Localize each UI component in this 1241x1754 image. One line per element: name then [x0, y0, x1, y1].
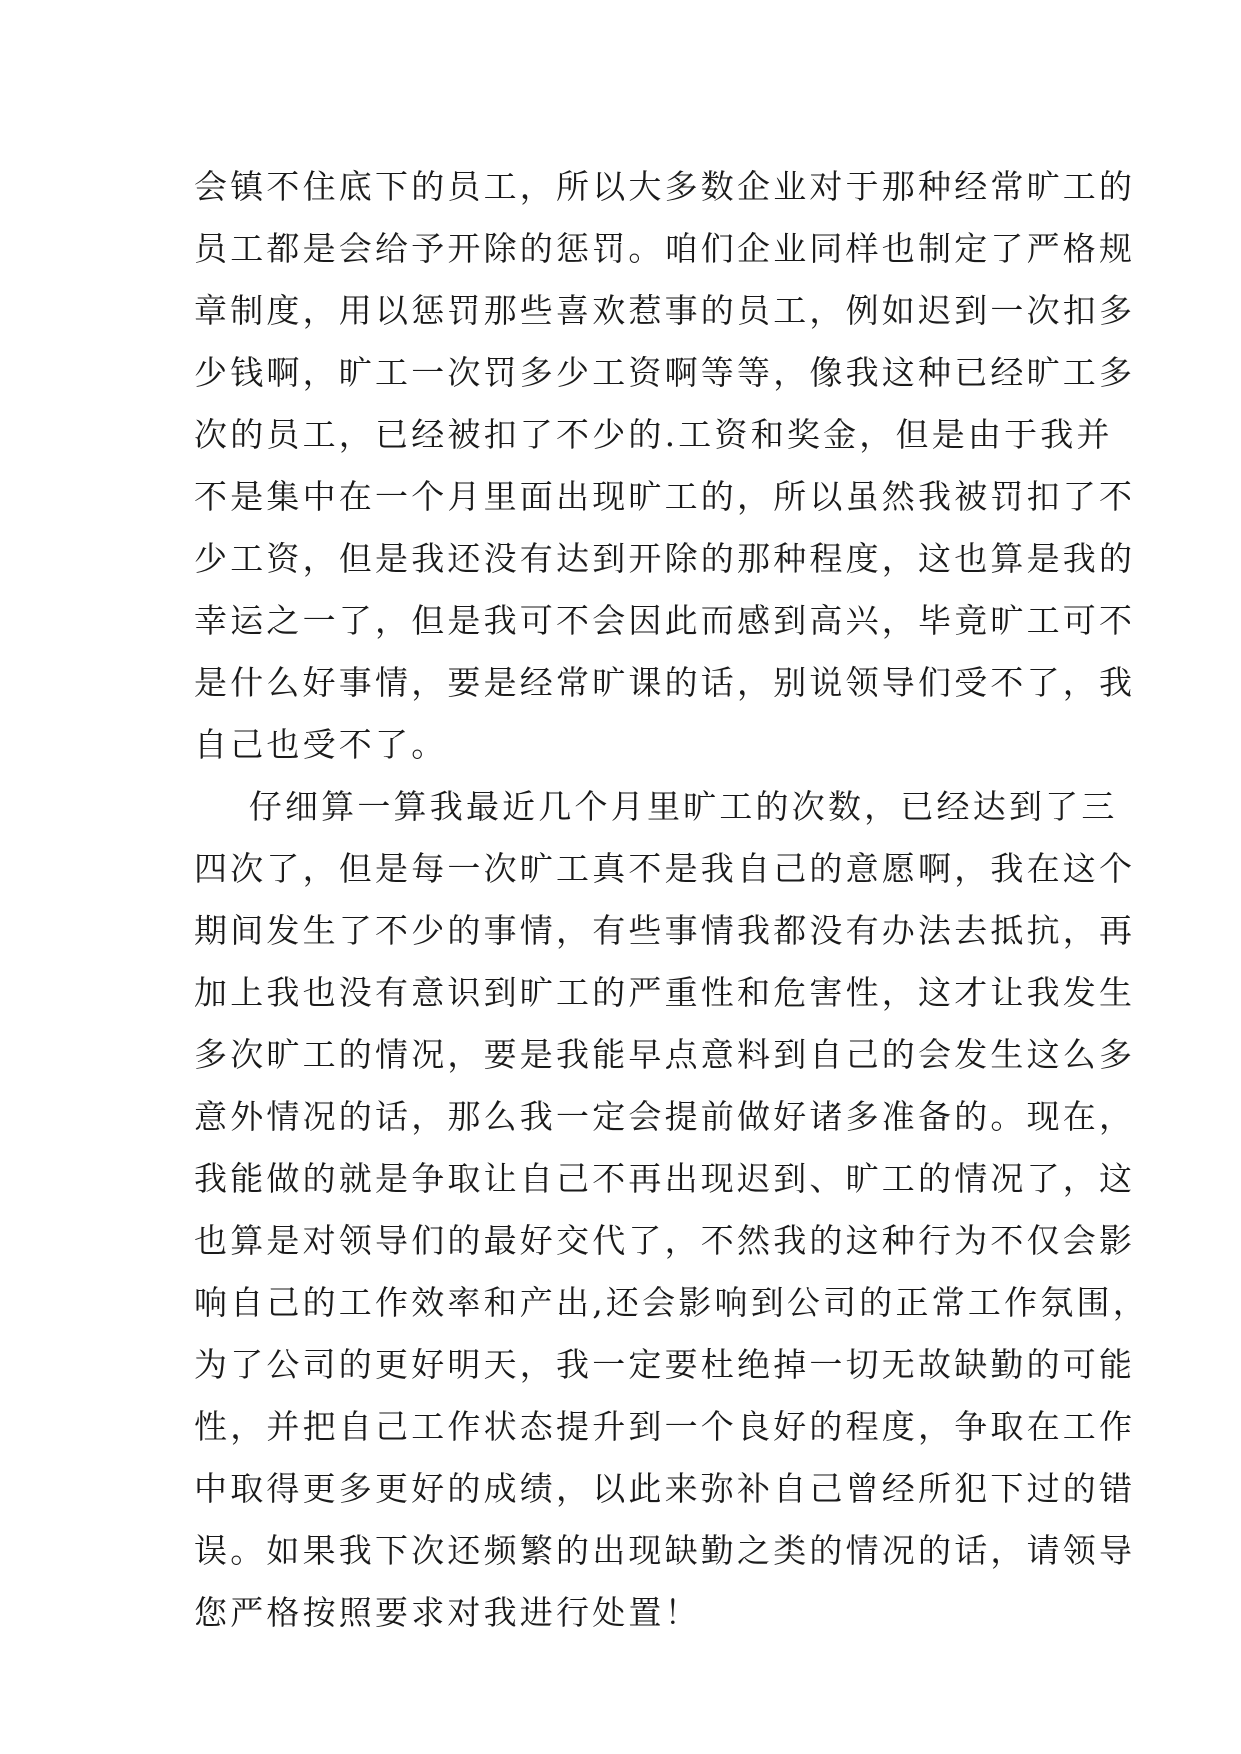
text-line: 幸运之一了，但是我可不会因此而感到高兴，毕竟旷工可不 [194, 601, 1136, 640]
text-line: 会镇不住底下的员工，所以大多数企业对于那种经常旷工的 [194, 167, 1136, 206]
text-line: 意外情况的话，那么我一定会提前做好诸多准备的。现在， [194, 1097, 1136, 1136]
text-line: 少钱啊，旷工一次罚多少工资啊等等，像我这种已经旷工多 [194, 353, 1136, 392]
text-line: 中取得更多更好的成绩，以此来弥补自己曾经所犯下过的错 [194, 1469, 1136, 1508]
body-text [194, 156, 1149, 1644]
text-line: 少工资，但是我还没有达到开除的那种程度，这也算是我的 [194, 539, 1136, 578]
text-line: 性，并把自己工作状态提升到一个良好的程度，争取在工作 [194, 1407, 1136, 1446]
text-line: 误。如果我下次还频繁的出现缺勤之类的情况的话，请领导 [194, 1531, 1136, 1570]
text-line: 不是集中在一个月里面出现旷工的，所以虽然我被罚扣了不 [194, 477, 1136, 516]
text-line: 期间发生了不少的事情，有些事情我都没有办法去抵抗，再 [194, 911, 1136, 950]
paragraph-start-line: 仔细算一算我最近几个月里旷工的次数，已经达到了三 [194, 787, 1118, 826]
text-line: 加上我也没有意识到旷工的严重性和危害性，这才让我发生 [194, 973, 1136, 1012]
text-line: 四次了，但是每一次旷工真不是我自己的意愿啊，我在这个 [194, 849, 1136, 888]
text-line: 您严格按照要求对我进行处置！ [194, 1593, 701, 1632]
text-line: 也算是对领导们的最好交代了，不然我的这种行为不仅会影 [194, 1221, 1136, 1260]
text-line: 多次旷工的情况，要是我能早点意料到自己的会发生这么多 [194, 1035, 1136, 1074]
text-line: 次的员工，已经被扣了不少的.工资和奖金，但是由于我并 [194, 415, 1113, 454]
text-line: 我能做的就是争取让自己不再出现迟到、旷工的情况了，这 [194, 1159, 1136, 1198]
text-line: 响自己的工作效率和产出,还会影响到公司的正常工作氛围， [194, 1283, 1149, 1322]
text-line: 为了公司的更好明天，我一定要杜绝掉一切无故缺勤的可能 [194, 1345, 1136, 1384]
text-line: 是什么好事情，要是经常旷课的话，别说领导们受不了，我 [194, 663, 1136, 702]
text-line: 章制度，用以惩罚那些喜欢惹事的员工，例如迟到一次扣多 [194, 291, 1136, 330]
text-line: 员工都是会给予开除的惩罚。咱们企业同样也制定了严格规 [194, 229, 1136, 268]
text-line: 自己也受不了。 [194, 725, 448, 764]
